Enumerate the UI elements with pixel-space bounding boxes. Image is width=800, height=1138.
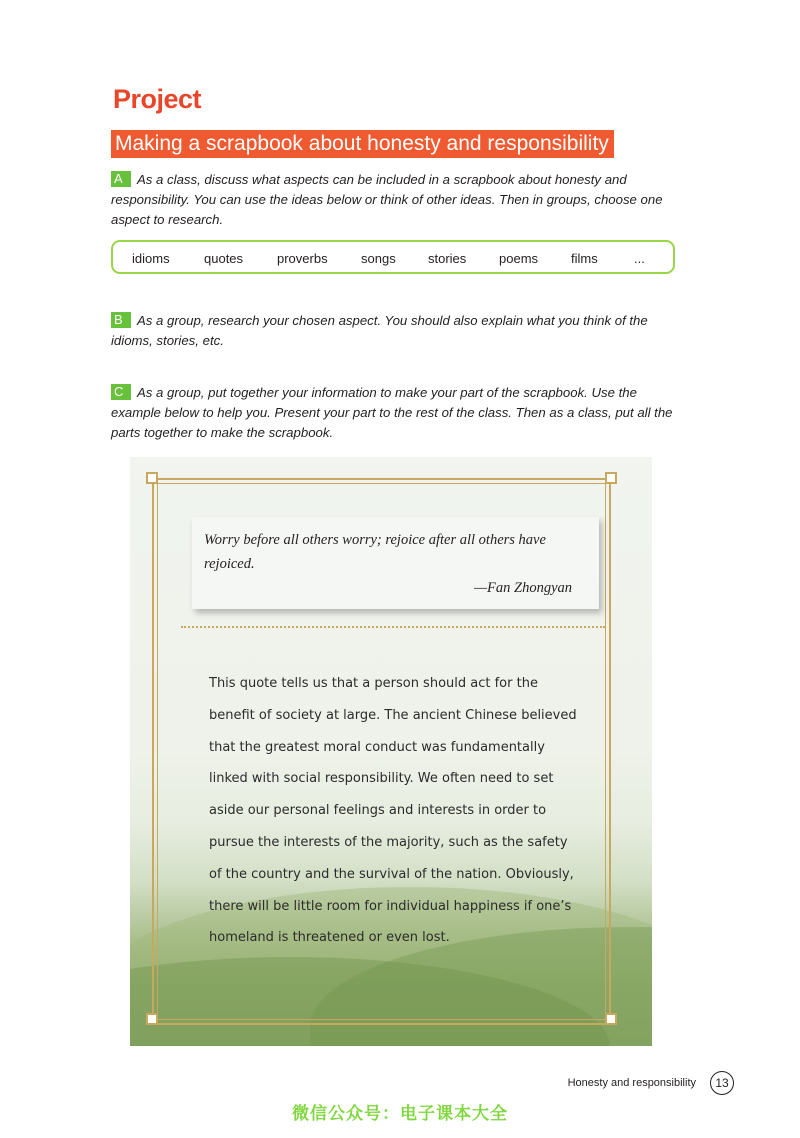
quote-author: —Fan Zhongyan <box>474 580 572 596</box>
task-a-text: As a class, discuss what aspects can be included in a scrapbook about honesty and responsibility. You can use the ideas below or think of other ideas. Then in groups, choose one aspect to research. <box>111 172 663 227</box>
task-b <box>111 311 681 351</box>
frame-corner <box>146 1013 158 1025</box>
task-a <box>111 170 681 230</box>
idea-item: stories <box>428 251 467 266</box>
frame-corner <box>605 1013 617 1025</box>
section-title: Project <box>113 84 202 114</box>
quote-text: Worry before all others worry; rejoice after all others have rejoiced. <box>204 532 546 572</box>
ideas-box <box>111 240 675 274</box>
quote-explanation: This quote tells us that a person should act for the benefit of society at large. The ancient Chinese believed that the greatest moral conduct was fundamentally linked with social responsibility. We often need to set aside our personal feelings and interests in order to pursue the interests of the majority, such as the safety of the country and the survival of the nation. Obviously, there will be little room for individual happiness if one’s homeland is threatened or even lost. <box>209 676 577 946</box>
task-letter-c: C <box>111 384 131 400</box>
idea-item: films <box>571 251 598 266</box>
task-c-text: As a group, put together your information to make your part of the scrapbook. Use the example below to help you. Present your part to the rest of the class. Then as a class, put all the parts together to make the scrapbook. <box>111 385 673 440</box>
task-letter-b: B <box>111 312 131 328</box>
task-b-text: As a group, research your chosen aspect. You should also explain what you think of the idioms, stories, etc. <box>111 313 648 348</box>
dotted-divider <box>181 626 605 628</box>
idea-item: ... <box>634 251 645 266</box>
watermark: 微信公众号：电子课本大全 <box>292 1104 508 1124</box>
task-letter-a: A <box>111 171 131 187</box>
idea-item: proverbs <box>277 251 328 266</box>
project-subtitle: Making a scrapbook about honesty and responsibility <box>111 130 614 158</box>
page-number: 13 <box>710 1071 734 1095</box>
frame-corner <box>605 472 617 484</box>
frame-corner <box>146 472 158 484</box>
unit-title: Honesty and responsibility <box>567 1077 696 1089</box>
task-c <box>111 383 681 443</box>
idea-item: poems <box>499 251 539 266</box>
idea-item: idioms <box>132 251 170 266</box>
idea-item: songs <box>361 251 396 266</box>
idea-item: quotes <box>204 251 244 266</box>
